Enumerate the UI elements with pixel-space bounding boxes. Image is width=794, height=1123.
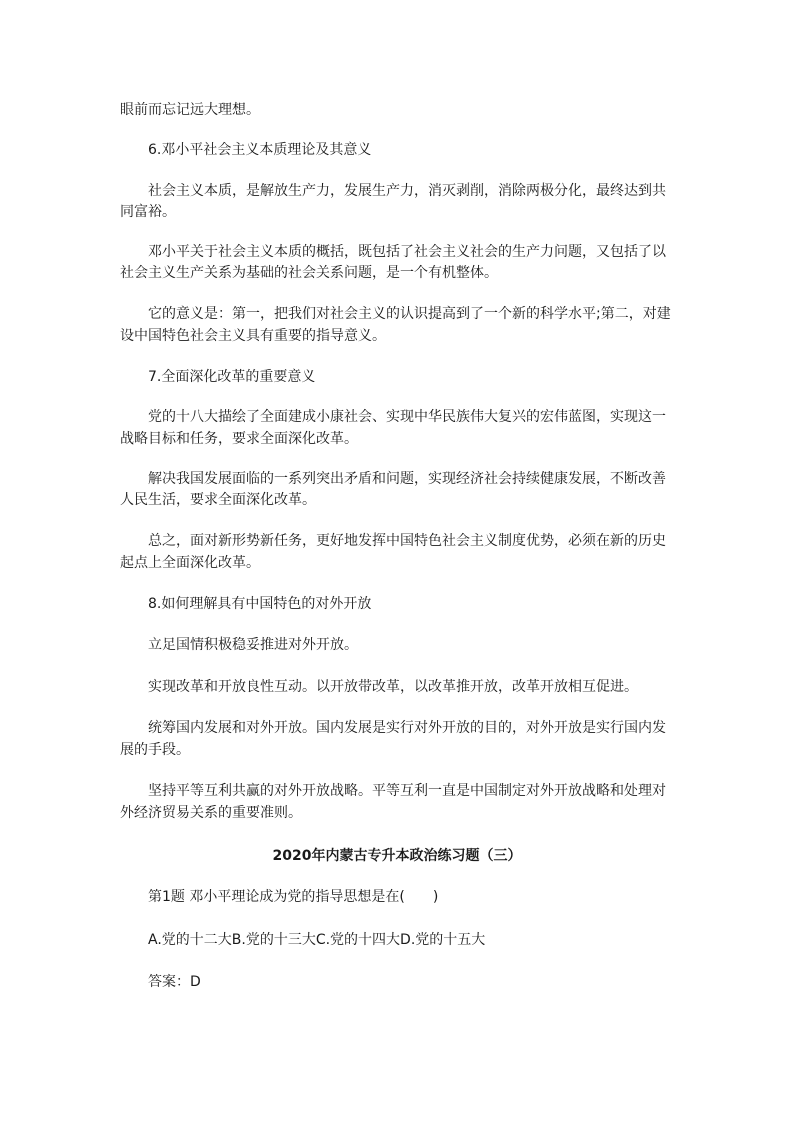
section-heading: 7.全面深化改革的重要意义 xyxy=(148,369,316,385)
paragraph-line: 社会主义本质，是解放生产力，发展生产力，消灭剥削，消除两极分化，最终达到共 xyxy=(148,183,666,199)
paragraph-line: 立足国情积极稳妥推进对外开放。 xyxy=(148,637,358,653)
paragraph-line: 社会主义生产关系为基础的社会关系问题，是一个有机整体。 xyxy=(120,265,498,281)
question-prompt: 第1题 邓小平理论成为党的指导思想是在( ) xyxy=(148,889,439,905)
paragraph-line: 邓小平关于社会主义本质的概括，既包括了社会主义社会的生产力问题，又包括了以 xyxy=(148,244,666,260)
paragraph-line: 解决我国发展面临的一系列突出矛盾和问题，实现经济社会持续健康发展，不断改善 xyxy=(148,471,666,487)
paragraph-line: 实现改革和开放良性互动。以开放带改革，以改革推开放，改革开放相互促进。 xyxy=(148,679,638,695)
paragraph-line: 战略目标和任务，要求全面深化改革。 xyxy=(120,431,358,447)
paragraph-line: 眼前而忘记远大理想。 xyxy=(120,102,260,118)
section-heading: 6.邓小平社会主义本质理论及其意义 xyxy=(148,142,372,158)
section-heading: 8.如何理解具有中国特色的对外开放 xyxy=(148,596,372,612)
paragraph-line: 设中国特色社会主义具有重要的指导意义。 xyxy=(120,328,386,344)
paragraph-line: 党的十八大描绘了全面建成小康社会、实现中华民族伟大复兴的宏伟蓝图，实现这一 xyxy=(148,409,666,425)
paragraph-line: 坚持平等互利共赢的对外开放战略。平等互利一直是中国制定对外开放战略和处理对 xyxy=(148,783,666,799)
question-answer: 答案：D xyxy=(148,974,201,990)
paragraph-line: 展的手段。 xyxy=(120,742,190,758)
paragraph-line: 起点上全面深化改革。 xyxy=(120,555,260,571)
paragraph-line: 人民生活，要求全面深化改革。 xyxy=(120,492,316,508)
paragraph-line: 总之，面对新形势新任务，更好地发挥中国特色社会主义制度优势，必须在新的历史 xyxy=(148,533,666,549)
paragraph-line: 统筹国内发展和对外开放。国内发展是实行对外开放的目的，对外开放是实行国内发 xyxy=(148,720,666,736)
exercise-title: 2020年内蒙古专升本政治练习题（三） xyxy=(272,848,522,864)
paragraph-line: 外经济贸易关系的重要准则。 xyxy=(120,805,302,821)
question-options: A.党的十二大B.党的十三大C.党的十四大D.党的十五大 xyxy=(148,932,486,948)
paragraph-line: 它的意义是：第一，把我们对社会主义的认识提高到了一个新的科学水平;第二，对建 xyxy=(148,306,671,322)
paragraph-line: 同富裕。 xyxy=(120,204,176,220)
